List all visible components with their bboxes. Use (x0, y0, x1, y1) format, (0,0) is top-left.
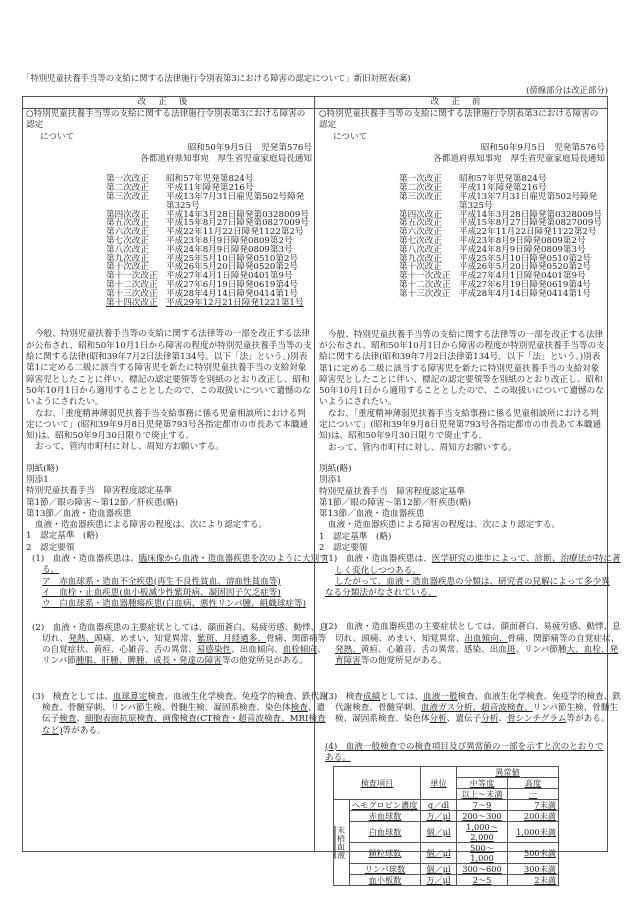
text-segment: 成績 (362, 691, 381, 702)
amendment-reference: 平成27年4月1日障発0401第9号 (459, 271, 586, 282)
text-segment: 腫脹、肝腫、脾腫、成長・発達の障害 (75, 656, 222, 667)
lab-row (334, 843, 559, 864)
cell-mod: 1,000～2,000 (457, 822, 508, 843)
amendment-number: 第二次改正 (399, 183, 442, 194)
item-1 (319, 554, 621, 577)
appendix-intro: 血液・造血器疾患による障害の程度は、次により認定する。 (35, 520, 268, 531)
amendment-reference: 平成28年4月14日障発0414第1号 (166, 288, 299, 299)
header-h_sev: 高度 (508, 778, 559, 789)
preamble-paragraph: おって、管内市町村に対し、周知方お願いする。 (328, 442, 517, 453)
text-segment: 骨シンチグラム (506, 714, 567, 725)
amendment-number: 第九次改正 (399, 253, 442, 264)
amendment-number: 第十二次改正 (106, 280, 158, 291)
text-segment: 、出血傾向、 (231, 645, 283, 656)
notice-title-line: について (333, 131, 368, 142)
notice-title (319, 109, 605, 143)
text-segment: 血栓傾向 (282, 645, 318, 656)
text-segment: 血液一般 (423, 691, 458, 702)
item-1-sub: ア 赤血球系・造血不全疾患(再生不良性貧血、溶血性貧血等) (42, 576, 281, 587)
amendment-reference: 平成15年8月27日障発第0827009号 (166, 218, 309, 229)
cell-mod: 500～1,000 (457, 843, 508, 864)
amendment-reference: 平成26年5月20日障発0520第2号 (459, 262, 592, 273)
amendment-row (26, 193, 312, 211)
header-h_sev_sub: 一 (508, 789, 559, 800)
cell-mod: 200～300 (457, 811, 508, 822)
amendment-reference: 平成11年障発第216号 (166, 183, 254, 194)
amendment-list (26, 175, 312, 307)
cell-unit: 個／μl (421, 822, 457, 843)
text-segment: 、遺伝子 (42, 703, 326, 725)
amendment-reference: 平成23年8月9日障発0809第2号 (459, 236, 586, 247)
amendment-number: 第五次改正 (399, 218, 442, 229)
amendment-reference: 平成28年4月14日障発0414第1号 (459, 288, 592, 299)
amendment-row (26, 299, 312, 308)
header-before: 改正前 (315, 96, 608, 109)
cell-unit: 万／μl (421, 875, 457, 886)
header-h_mod: 中等度 (457, 778, 508, 789)
item-1-subs (26, 577, 328, 611)
text-segment: 斑 (506, 645, 516, 656)
text-segment: 検査 (290, 703, 308, 714)
lab-row (334, 875, 559, 886)
appendix-line: 別紙(略) (319, 463, 352, 474)
amendment-reference: 平成27年4月1日障発0401第9号 (166, 271, 293, 282)
header-abnormal: 異常値 (457, 767, 559, 778)
amendment-reference: 平成25年5月10日障発0510第2号 (459, 253, 592, 264)
cell-mod: 7～9 (457, 800, 508, 811)
amendment-number: 第三次改正 (399, 192, 442, 203)
preamble-paragraph: なお、「重度精神薄弱児扶養手当支給事務に係る児童相談所における判定について」(昭和39年9月8日児発第793号各指定都市の市長あて本職通知)は、昭和50年9月30日限りで廃止する。 (319, 408, 602, 442)
amendment-number: 第十一次改正 (399, 271, 451, 282)
amendment-reference: 平成24年8月9日障発0809第3号 (459, 244, 586, 255)
document-title: 「特別児童扶養手当等の支給に関する法律施行令別表第3における障害の認定について」新旧対照表(案) (22, 73, 411, 83)
amendment-reference: 昭和57年児発第824号 (459, 174, 547, 185)
appendix-line: 特別児童扶養手当 障害程度認定基準 (26, 486, 173, 497)
text-segment: 頭痛、めまい、知覚異常、 (94, 633, 198, 644)
appendix-intro: 血液・造血器疾患による障害の程度は、次により認定する。 (328, 520, 561, 531)
criteria-guidelines: 2 認定要領 (26, 542, 75, 553)
text-segment: 、遺伝子 (446, 714, 482, 725)
column-divider (314, 96, 315, 852)
amendment-number: 第二次改正 (106, 183, 149, 194)
appendix-line: 第1節／眼の障害～第12節／肝疾患(略) (26, 497, 179, 508)
cell-sev: 1,000未満 (508, 822, 559, 843)
text-segment: 医学研究の進歩によって、診断、治療法が特に著しく変化しつつある。 (335, 554, 621, 576)
appendix-line: 別添1 (319, 475, 342, 486)
notice-date: 昭和50年9月5日 児発第576号 (187, 142, 312, 153)
group-label: 末梢血液 (334, 800, 350, 886)
amendment-reference: 平成22年11月22日障発1122第2号 (459, 227, 597, 238)
preamble-paragraph: なお、「重度精神薄弱児扶養手当支給事務に係る児童相談所における判定について」(昭和39年9月8日児発第793号各指定都市の市長あて本職通知)は、昭和50年9月30日限りで廃止する。 (26, 408, 309, 442)
notice-title (26, 109, 312, 143)
amendment-reference: 平成22年11月22日障発1122第2号 (166, 227, 304, 238)
text-segment: 分析 (429, 714, 447, 725)
header-unit: 単位 (421, 767, 457, 800)
notice-title-line: について (40, 131, 75, 142)
lab-value-table (333, 766, 559, 886)
item-1-sub: ウ 白血球系・造血器腫瘍疾患(白血病、悪性リンパ腫、組織球症等) (42, 599, 306, 610)
cell-unit: 個／μl (421, 843, 457, 864)
cell-unit: 万／μl (421, 811, 457, 822)
amendment-reference: 平成23年8月9日障発0809第2号 (166, 236, 293, 247)
amendment-number: 第四次改正 (399, 209, 442, 220)
amendment-reference: 平成13年7月31日雇児第502号障発第325号 (166, 192, 305, 211)
criteria-standard: 1 認定基準 (略) (26, 531, 99, 542)
amendment-number: 第一次改正 (106, 174, 149, 185)
notice-title-line: ○特別児童扶養手当等の支給に関する法律施行令別表第3における障害の認定 (26, 109, 306, 131)
cell-sev: 500未満 (508, 843, 559, 864)
cell-sev: 200未満 (508, 811, 559, 822)
text-segment: 出血傾向、 (464, 633, 508, 644)
amendment-number: 第七次改正 (106, 236, 149, 247)
text-segment: 、リンパ節腫 (515, 645, 567, 656)
lab-row (334, 822, 559, 843)
amendment-number: 第一次改正 (399, 174, 442, 185)
amendment-reference: 平成14年3月28日障発第0328009号 (166, 209, 309, 220)
preamble-paragraph: 今般、特別児童扶養手当等の支給に関する法律等の一部を改正する法律が公布され、昭和50年10月1日から障害の程度が特別児童扶養手当等の支給に関する法律(昭和39年7月2日法律第134号。以下「法」という。)別表第1に定める二級に該当する障害児を新たに特別児童扶養手当の支給対象障害児としたことに伴い、標記の認定要領等を別紙のとおり改正し、昭和50年10月1日から適用することとしたので、この取扱いについて遺憾のないようにされたい。 (26, 329, 312, 408)
column-after (26, 109, 328, 737)
amendment-number: 第六次改正 (399, 227, 442, 238)
appendix (26, 464, 312, 554)
cell-item: 顆粒球数 (349, 843, 420, 864)
amendment-reference: 平成11年障発第216号 (459, 183, 547, 194)
header-item: 検査項目 (334, 767, 421, 800)
appendix (319, 464, 605, 554)
amendment-number: 第七次改正 (399, 236, 442, 247)
amendment-row (319, 193, 605, 211)
amendment-reference: 平成27年6月19日障発0619第4号 (166, 280, 299, 291)
item-1 (26, 554, 328, 577)
text-segment: 、リンパ節 (42, 645, 326, 667)
amendment-reference: 平成13年7月31日雇児第502号障発第325号 (459, 192, 598, 211)
item-1-continued (319, 577, 611, 600)
item-3 (319, 692, 621, 726)
text-segment: リンパ節生検、骨髄生検、凝固系検査、染色体 (335, 702, 619, 725)
cell-mod: 2～5 (457, 875, 508, 886)
cell-unit: g／dl (421, 800, 457, 811)
amendment-number: 第十次改正 (106, 262, 149, 273)
text-segment: 骨痛、関節痛等の自覚症状、黄疸、心雑音、舌の異常、 (42, 633, 327, 656)
text-segment: 黄疸、心雑音、舌の異常、感染、出血 (360, 645, 507, 656)
text-segment: 易感染性 (196, 645, 232, 656)
text-segment: (2) 血液・造血器疾患の主要症状としては、顔面蒼白、易疲労感、動悸、息切れ、頭痛、めまい、知覚異常、 (325, 622, 621, 644)
text-segment: 、 (76, 714, 86, 725)
amendment-reference: 平成15年8月27日障発第0827009号 (459, 218, 602, 229)
amendment-number: 第四次改正 (106, 209, 149, 220)
item-3 (26, 692, 328, 737)
amendment-reference: 昭和57年児発第824号 (166, 174, 254, 185)
amendment-number: 第五次改正 (106, 218, 149, 229)
amendment-list (319, 175, 605, 298)
amendment-number: 第十二次改正 (399, 280, 451, 291)
criteria-standard: 1 認定基準 (略) (319, 531, 392, 542)
amendment-reference: 平成26年5月20日障発0520第2号 (166, 262, 299, 273)
text-segment: (1) 血液・造血器疾患は、 (325, 554, 432, 565)
amendment-number: 第八次改正 (399, 244, 442, 255)
preamble-paragraph: 今般、特別児童扶養手当等の支給に関する法律等の一部を改正する法律が公布され、昭和50年10月1日から障害の程度が特別児童扶養手当等の支給に関する法律(昭和39年7月2日法律第134号。以下「法」という。)別表第1に定める二級に該当する障害児を新たに特別児童扶養手当の支給対象障害児としたことに伴い、標記の認定要領等を別紙のとおり改正し、昭和50年10月1日から適用することとしたので、この取扱いについて遺憾のないようにされたい。 (319, 329, 605, 408)
amendment-number: 第十次改正 (399, 262, 442, 273)
amendment-number: 第十三次改正 (399, 288, 451, 299)
notice-issuer: 各都道府県知事宛 厚生省児童家庭局長通知 (140, 154, 312, 165)
lab-row (334, 811, 559, 822)
amendment-number: 第十三次改正 (106, 288, 158, 299)
text-segment: (2) 血液・造血器疾患の主要症状としては、顔面蒼白、易疲労感、動悸、息切れ、 (32, 622, 328, 644)
text-segment: 発熱、 (68, 633, 95, 644)
amendment-number: 第三次改正 (106, 192, 149, 203)
text-segment: したがって、血液・造血器疾患の分類は、研究者の見解によって多少異なる分類法がなされている。 (325, 576, 610, 599)
text-segment: 細胞表面抗原検査、画像検査(CT検査・超音波検査、MRI検査など) (42, 714, 326, 736)
appendix-line: 別添1 (26, 475, 49, 485)
item-1-sub: イ 血栓・止血疾患(血小板減少性紫斑病、凝固因子欠乏症等) (42, 587, 281, 598)
header-after: 改正後 (22, 96, 315, 109)
cell-item: リンパ球数 (349, 864, 420, 875)
underline-note: (傍線部分は改正部分) (526, 85, 608, 95)
text-segment: 臨床像から血液・造血器疾患を次のように大別する。 (42, 554, 328, 576)
amendment-row (319, 290, 605, 299)
amendment-number: 第九次改正 (106, 253, 149, 264)
lab-row (334, 864, 559, 875)
appendix-line: 第13節／血液・造血器疾患 (319, 509, 425, 520)
cell-item: 赤血球数 (349, 811, 420, 822)
amendment-number: 第十一次改正 (106, 271, 158, 282)
text-segment: 血球算定 (112, 691, 148, 702)
header-h_mod_sub: 以上～未満 (457, 789, 508, 800)
amendment-number: 第八次改正 (106, 244, 149, 255)
lab-table-wrap (319, 766, 605, 886)
item-2 (26, 623, 328, 668)
amendment-number: 第十四次改正 (106, 297, 158, 308)
criteria-guidelines: 2 認定要領 (319, 542, 368, 553)
text-segment: 大、血栓、発育障害 (335, 645, 619, 667)
cell-item: ヘモグロビン濃度 (349, 800, 420, 811)
text-segment: 検査、血液生化学検査、免疫学的検査、鉄代謝検査、骨髄穿刺、リンパ節生検、骨髄生検、凝固系検査、染色体 (42, 691, 328, 714)
cell-item: 血小板数 (349, 875, 420, 886)
text-segment: (1) 血液・造血器疾患は、 (32, 554, 139, 565)
cell-item: 白血球数 (349, 822, 420, 843)
text-segment: 検査、血液生化学検査、免疫学的検査、鉄代謝検査、骨髄穿刺、 (335, 691, 621, 713)
text-segment: 検査 (59, 714, 77, 725)
preamble (319, 330, 605, 454)
text-segment: 紫斑、月経過多、 (197, 633, 267, 644)
text-segment: 等の他覚所見がある。 (221, 656, 308, 667)
amendment-reference: 平成27年6月19日障発0619第4号 (459, 280, 592, 291)
preamble-paragraph: おって、管内市町村に対し、周知方お願いする。 (35, 442, 224, 453)
appendix-line: 第1節／眼の障害～第12節／肝疾患(略) (319, 497, 472, 508)
text-segment: 血液ガス分析、超音波検査、 (420, 702, 533, 713)
lab-row (334, 800, 559, 811)
amendment-reference: 平成14年3月28日障発第0328009号 (459, 209, 602, 220)
item-2 (319, 622, 621, 667)
amendment-reference: 平成29年12月21日障発1221第1号 (166, 297, 304, 308)
appendix-line: 別紙(略) (26, 463, 59, 474)
cell-mod: 300～600 (457, 864, 508, 875)
notice-title-line: ○特別児童扶養手当等の支給に関する法律施行令別表第3における障害の認定 (319, 109, 599, 131)
amendment-reference: 平成24年8月9日障発0809第3号 (166, 244, 293, 255)
cell-sev: 2未満 (508, 875, 559, 886)
text-segment: (3) 検査 (325, 691, 363, 702)
column-before (319, 109, 621, 886)
notice-issuer: 各都道府県知事宛 厚生省児童家庭局長通知 (433, 154, 605, 165)
amendment-number: 第六次改正 (106, 227, 149, 238)
text-segment: 等がある。 (566, 714, 610, 725)
preamble (26, 329, 312, 453)
cell-sev: 7未満 (508, 800, 559, 811)
text-segment: としては、 (380, 691, 424, 702)
item-4: (4) 血液一般検査での検査項目及び異常値の一部を示すと次のとおりである。 (325, 741, 604, 763)
text-segment: (3) 検査としては、 (32, 691, 113, 702)
text-segment: 発熱、 (335, 645, 361, 656)
text-segment: 等がある。 (62, 725, 106, 736)
text-segment: 骨痛、関節痛等の自覚症状、 (507, 633, 620, 644)
text-segment: 分析 (481, 714, 499, 725)
appendix-line: 第13節／血液・造血器疾患 (26, 508, 132, 519)
cell-unit: 個／μl (421, 864, 457, 875)
cell-sev: 300未満 (508, 864, 559, 875)
text-segment: 、 (498, 714, 507, 725)
amendment-reference: 平成25年5月10日障発0510第2号 (166, 253, 299, 264)
text-segment: 等の他覚所見がある。 (360, 656, 447, 667)
appendix-line: 特別児童扶養手当 障害程度認定基準 (319, 486, 466, 497)
notice-date: 昭和50年9月5日 児発第576号 (480, 142, 605, 153)
